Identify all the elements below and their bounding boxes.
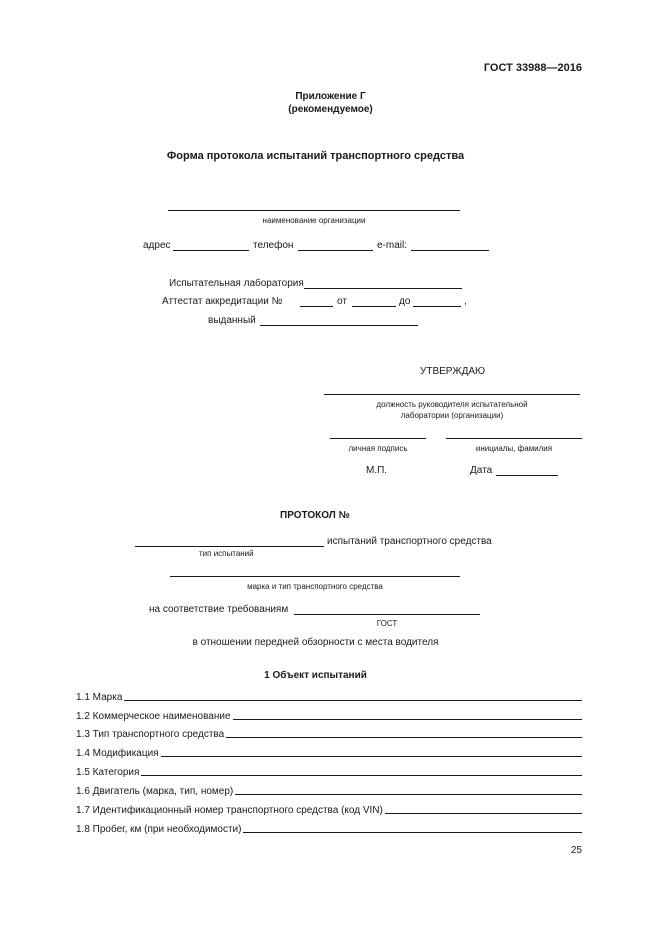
lab-field[interactable] <box>304 288 462 289</box>
certificate-label: Аттестат аккредитации № <box>162 296 283 307</box>
test-type-caption: тип испытаний <box>199 549 254 558</box>
address-field[interactable] <box>173 250 249 251</box>
vehicle-make-line[interactable] <box>170 576 460 577</box>
object-field-line[interactable] <box>233 719 582 720</box>
object-field-line[interactable] <box>243 832 582 833</box>
certificate-to-label: до <box>399 296 411 307</box>
object-field-line[interactable] <box>124 700 582 701</box>
object-field-label: 1.4 Модификация <box>76 748 159 759</box>
form-title: Форма протокола испытаний транспортного средства <box>166 150 465 162</box>
object-field-label: 1.7 Идентификационный номер транспортного средства (код VIN) <box>76 805 383 816</box>
phone-label: телефон <box>253 240 294 251</box>
approver-name-line[interactable] <box>446 438 582 439</box>
approver-position-caption-2: лаборатории (организации) <box>400 411 504 420</box>
object-field-vehicle-type[interactable] <box>76 726 582 740</box>
issued-label: выданный <box>208 315 256 326</box>
phone-field[interactable] <box>298 250 373 251</box>
approver-position-line[interactable] <box>324 394 580 395</box>
object-field-label: 1.5 Категория <box>76 767 140 778</box>
regard-text: в отношении передней обзорности с места водителя <box>192 637 439 648</box>
object-field-label: 1.8 Пробег, км (при необходимости) <box>76 824 242 835</box>
document-standard-number: ГОСТ 33988—2016 <box>483 62 582 74</box>
object-field-vin[interactable] <box>76 802 582 816</box>
stamp-label: М.П. <box>366 465 388 476</box>
signature-caption: личная подпись <box>348 444 408 453</box>
object-field-make[interactable] <box>76 689 582 703</box>
test-type-line[interactable] <box>135 546 324 547</box>
object-field-engine[interactable] <box>76 783 582 797</box>
certificate-from-label: от <box>337 296 347 307</box>
object-field-line[interactable] <box>161 756 582 757</box>
tests-text: испытаний транспортного средства <box>327 536 492 547</box>
certificate-number-field[interactable] <box>300 306 333 307</box>
gost-caption: ГОСТ <box>376 619 398 628</box>
approver-name-caption: инициалы, фамилия <box>475 444 553 453</box>
appendix-title: Приложение Г <box>295 91 366 102</box>
object-field-label: 1.2 Коммерческое наименование <box>76 711 231 722</box>
certificate-from-field[interactable] <box>352 306 396 307</box>
appendix-subtitle: (рекомендуемое) <box>288 104 373 115</box>
object-field-commercial-name[interactable] <box>76 708 582 722</box>
date-label: Дата <box>470 465 493 476</box>
email-label: e-mail: <box>377 240 408 251</box>
signature-line[interactable] <box>330 438 426 439</box>
certificate-comma: , <box>464 296 467 307</box>
compliance-label: на соответствие требованиям <box>149 604 289 615</box>
section1-title: 1 Объект испытаний <box>264 670 367 681</box>
date-field[interactable] <box>496 475 558 476</box>
object-field-line[interactable] <box>235 794 582 795</box>
object-field-line[interactable] <box>141 775 582 776</box>
approver-position-caption-1: должность руководителя испытательной <box>376 400 528 409</box>
object-field-mileage[interactable] <box>76 821 582 835</box>
object-field-modification[interactable] <box>76 745 582 759</box>
gost-line[interactable] <box>294 614 480 615</box>
approve-title: УТВЕРЖДАЮ <box>420 366 486 377</box>
protocol-title: ПРОТОКОЛ № <box>280 510 350 521</box>
issued-field[interactable] <box>260 325 418 326</box>
organization-name-line <box>168 210 460 211</box>
organization-name-caption: наименование организации <box>262 216 366 225</box>
object-field-line[interactable] <box>385 813 582 814</box>
page-number: 25 <box>570 845 582 856</box>
object-field-line[interactable] <box>226 737 582 738</box>
address-label: адрес <box>143 240 171 251</box>
object-field-category[interactable] <box>76 764 582 778</box>
lab-label: Испытательная лаборатория <box>169 278 304 289</box>
object-field-label: 1.6 Двигатель (марка, тип, номер) <box>76 786 234 797</box>
email-field[interactable] <box>411 250 489 251</box>
object-field-label: 1.3 Тип транспортного средства <box>76 729 225 740</box>
object-field-label: 1.1 Марка <box>76 692 123 703</box>
vehicle-make-caption: марка и тип транспортного средства <box>247 582 383 591</box>
certificate-to-field[interactable] <box>413 306 461 307</box>
